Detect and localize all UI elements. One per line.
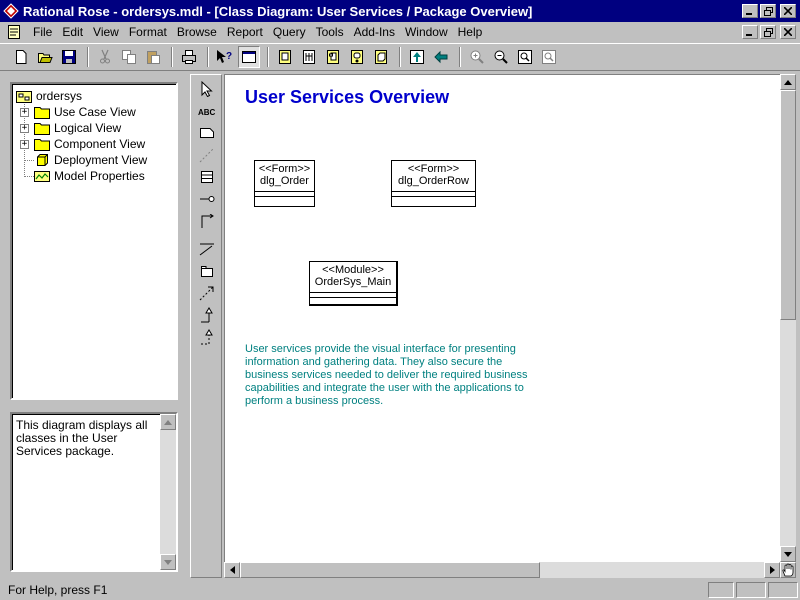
- arrow-down-icon: [164, 560, 172, 565]
- dependency-tool-icon: [199, 285, 215, 301]
- open-icon: [37, 49, 53, 65]
- folder-icon: [34, 105, 50, 119]
- tree-item-label: Deployment View: [54, 153, 148, 167]
- close-icon: [784, 7, 792, 15]
- unidirectional-association-icon: [199, 242, 215, 256]
- zoom-in-icon: [469, 49, 485, 65]
- window-title: Rational Rose - ordersys.mdl - [Class Diagram: User Services / Package Overview]: [23, 3, 533, 19]
- class-tool-icon: [200, 170, 214, 184]
- browse-parent-button[interactable]: [406, 46, 428, 68]
- class-diagram-canvas[interactable]: [224, 74, 796, 578]
- zoom-in-button[interactable]: [466, 46, 488, 68]
- scroll-thumb[interactable]: [240, 562, 540, 578]
- generalization-tool[interactable]: [195, 305, 219, 325]
- tree-item-label: Use Case View: [54, 105, 136, 119]
- operations-compartment: [255, 196, 314, 201]
- doc-minimize-button[interactable]: [742, 25, 758, 39]
- print-button[interactable]: [178, 46, 200, 68]
- expand-icon[interactable]: +: [21, 106, 28, 117]
- arrow-up-icon: [164, 420, 172, 425]
- tree-root-label: ordersys: [36, 89, 83, 103]
- scroll-up-button[interactable]: [780, 74, 796, 90]
- diagram-toolbox: [190, 74, 222, 578]
- toolbar-separator: [207, 47, 209, 67]
- minimize-icon: [746, 28, 754, 36]
- scroll-down-button[interactable]: [160, 554, 176, 570]
- interface-tool-icon: [199, 194, 215, 204]
- package-tool-icon: [200, 265, 214, 277]
- scroll-thumb[interactable]: [780, 90, 796, 320]
- open-button[interactable]: [34, 46, 56, 68]
- folder-icon: [34, 137, 50, 151]
- documentation-scrollbar[interactable]: [160, 414, 176, 570]
- toolbar-separator: [459, 47, 461, 67]
- browse-state-diagram-icon: [349, 49, 365, 65]
- tree-item-component-view[interactable]: [20, 136, 145, 152]
- tree-connector: [25, 176, 34, 177]
- realize-tool-icon: [199, 329, 215, 345]
- association-tool-icon: [200, 214, 214, 228]
- scroll-up-button[interactable]: [160, 414, 176, 430]
- model-icon: [16, 89, 32, 103]
- zoom-out-button[interactable]: [490, 46, 512, 68]
- toolbar-separator: [267, 47, 269, 67]
- menu-format[interactable]: Format: [128, 25, 167, 39]
- browse-component-diagram-button[interactable]: [322, 46, 344, 68]
- package-tool[interactable]: [195, 261, 219, 281]
- context-help-button[interactable]: [214, 46, 236, 68]
- svg-text:?: ?: [226, 51, 233, 62]
- class-name: dlg_OrderRow: [398, 175, 469, 187]
- save-icon: [61, 49, 77, 65]
- menu-browse[interactable]: Browse: [176, 25, 217, 39]
- tree-item-logical-view[interactable]: [20, 120, 121, 136]
- class-tool[interactable]: [195, 167, 219, 187]
- restore-icon: [764, 7, 773, 16]
- undo-fit-button[interactable]: [538, 46, 560, 68]
- pan-button[interactable]: [780, 562, 796, 578]
- operations-compartment: [392, 196, 475, 201]
- generalization-tool-icon: [199, 307, 215, 323]
- copy-icon: [121, 49, 137, 65]
- close-button[interactable]: [780, 4, 796, 18]
- expand-icon[interactable]: +: [21, 138, 28, 149]
- text-tool-icon: [198, 105, 216, 117]
- menu-view[interactable]: View: [93, 25, 119, 39]
- restore-icon: [764, 28, 773, 37]
- tree-item-use-case-view[interactable]: [20, 104, 136, 120]
- minimize-button[interactable]: [742, 4, 758, 18]
- browse-deployment-diagram-icon: [373, 49, 389, 65]
- unidirectional-association-tool[interactable]: [195, 239, 219, 259]
- tree-item-model-properties[interactable]: [34, 168, 145, 184]
- doc-close-button[interactable]: [780, 25, 796, 39]
- selection-tool[interactable]: [195, 79, 219, 99]
- browse-interaction-diagram-button[interactable]: [298, 46, 320, 68]
- operations-compartment: [310, 297, 396, 302]
- note-tool-icon: [199, 126, 215, 140]
- documentation-text[interactable]: This diagram displays all classes in the User Services package.: [16, 418, 148, 458]
- status-pane: [708, 582, 734, 598]
- arrow-left-icon: [230, 566, 235, 574]
- menu-bar: [0, 22, 800, 42]
- class-stereotype: <<Module>>: [322, 264, 384, 276]
- save-button[interactable]: [58, 46, 80, 68]
- standard-toolbar: [0, 43, 800, 71]
- anchor-note-tool[interactable]: [195, 145, 219, 165]
- browse-class-diagram-icon: [277, 49, 293, 65]
- paste-icon: [145, 49, 161, 65]
- tree-item-label: Model Properties: [54, 169, 145, 183]
- interface-tool[interactable]: [195, 189, 219, 209]
- new-icon: [13, 49, 29, 65]
- status-bar: [0, 580, 800, 600]
- browse-previous-icon: [433, 49, 449, 65]
- diagram-vertical-scrollbar[interactable]: [780, 74, 796, 562]
- scroll-right-button[interactable]: [764, 562, 780, 578]
- note-tool[interactable]: [195, 123, 219, 143]
- cut-icon: [97, 49, 113, 65]
- arrow-up-icon: [784, 80, 792, 85]
- undo-fit-icon: [541, 49, 557, 65]
- toolbar-separator: [399, 47, 401, 67]
- browse-class-diagram-button[interactable]: [274, 46, 296, 68]
- cut-button[interactable]: [94, 46, 116, 68]
- arrow-down-icon: [784, 552, 792, 557]
- menu-window[interactable]: Window: [404, 25, 448, 39]
- fit-in-window-button[interactable]: [514, 46, 536, 68]
- toolbar-separator: [87, 47, 89, 67]
- dependency-tool[interactable]: [195, 283, 219, 303]
- fit-in-window-icon: [517, 49, 533, 65]
- restore-button[interactable]: [760, 4, 776, 18]
- title-bar[interactable]: [0, 0, 800, 22]
- folder-icon: [34, 121, 50, 135]
- browse-parent-icon: [409, 49, 425, 65]
- diagram-note-text[interactable]: User services provide the visual interface for presenting information and gathering data. They also secure the business services needed to deliver the required business capabilities and integrate the user with the applications to perform a business process.: [245, 343, 528, 407]
- selection-arrow-icon: [200, 81, 214, 97]
- tree-item-label: Component View: [54, 137, 146, 151]
- print-icon: [181, 49, 197, 65]
- documentation-window[interactable]: [10, 412, 178, 572]
- tree-item-deployment-view[interactable]: [34, 152, 147, 168]
- rational-rose-app-icon[interactable]: [3, 3, 19, 19]
- status-text: For Help, press F1: [8, 583, 108, 597]
- class-dlg-orderrow[interactable]: [391, 160, 476, 207]
- copy-button[interactable]: [118, 46, 140, 68]
- association-tool[interactable]: [195, 211, 219, 231]
- expand-icon[interactable]: +: [21, 122, 28, 133]
- menu-report[interactable]: Report: [226, 25, 263, 39]
- text-tool[interactable]: [195, 101, 219, 121]
- class-name: OrderSys_Main: [314, 276, 392, 288]
- paste-button[interactable]: [142, 46, 164, 68]
- toolbar-separator: [171, 47, 173, 67]
- class-dlg-order[interactable]: [254, 160, 315, 207]
- context-help-icon: [216, 49, 234, 65]
- browser-tree[interactable]: [10, 82, 178, 400]
- doc-restore-button[interactable]: [760, 25, 776, 39]
- browse-component-diagram-icon: [325, 49, 341, 65]
- deployment-icon: [34, 153, 50, 167]
- tree-item-label: Logical View: [54, 121, 122, 135]
- status-pane: [768, 582, 798, 598]
- menu-help[interactable]: Help: [457, 25, 483, 39]
- status-pane: [736, 582, 766, 598]
- menu-file[interactable]: File: [33, 25, 53, 39]
- document-window-icon[interactable]: [6, 24, 22, 40]
- class-name: dlg_Order: [260, 175, 309, 187]
- view-documentation-button[interactable]: [238, 46, 260, 68]
- minimize-icon: [746, 7, 754, 15]
- browse-interaction-diagram-icon: [301, 49, 317, 65]
- arrow-right-icon: [770, 566, 775, 574]
- menu-add-ins[interactable]: Add-Ins: [353, 25, 395, 39]
- close-icon: [784, 28, 792, 36]
- diagram-heading[interactable]: User Services Overview: [245, 87, 450, 107]
- diagram-horizontal-scrollbar[interactable]: [224, 562, 780, 578]
- anchor-note-icon: [199, 147, 215, 163]
- scroll-down-button[interactable]: [780, 546, 796, 562]
- tree-root-ordersys[interactable]: [16, 88, 82, 104]
- menu-tools[interactable]: Tools: [315, 25, 344, 39]
- class-stereotype: <<Form>>: [407, 163, 460, 175]
- hand-pan-icon: [781, 563, 795, 577]
- menu-query[interactable]: Query: [272, 25, 306, 39]
- realize-tool[interactable]: [195, 327, 219, 347]
- zoom-out-icon: [493, 49, 509, 65]
- scroll-left-button[interactable]: [224, 562, 240, 578]
- svg-text:ABC: ABC: [198, 108, 216, 117]
- class-stereotype: <<Form>>: [258, 163, 311, 175]
- menu-edit[interactable]: Edit: [62, 25, 84, 39]
- new-button[interactable]: [10, 46, 32, 68]
- document-window-controls: [742, 25, 800, 39]
- browse-state-diagram-button[interactable]: [346, 46, 368, 68]
- tree-connector: [25, 160, 34, 161]
- browse-deployment-diagram-button[interactable]: [370, 46, 392, 68]
- view-documentation-icon: [241, 49, 257, 65]
- module-ordersys-main[interactable]: [309, 261, 398, 306]
- properties-icon: [34, 169, 50, 183]
- browse-previous-button[interactable]: [430, 46, 452, 68]
